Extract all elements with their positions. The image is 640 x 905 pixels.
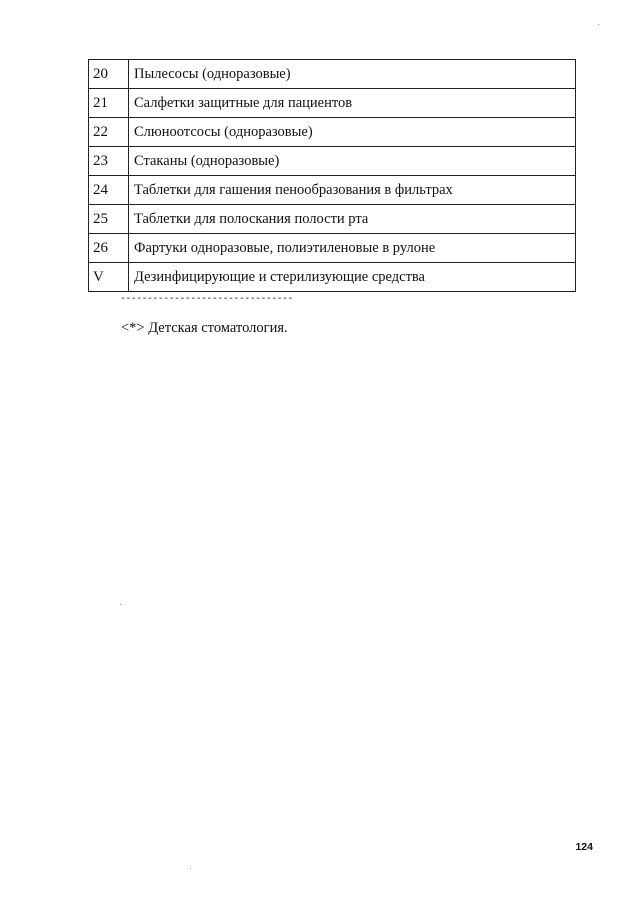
table-row bbox=[89, 263, 576, 292]
scan-speck bbox=[598, 24, 599, 25]
row-number: 22 bbox=[89, 118, 129, 147]
items-table bbox=[88, 59, 576, 292]
row-number: 26 bbox=[89, 234, 129, 263]
row-name: Стаканы (одноразовые) bbox=[129, 147, 576, 176]
footnote-separator: -------------------------------- bbox=[120, 294, 293, 305]
scan-speck bbox=[190, 868, 191, 869]
table-row bbox=[89, 147, 576, 176]
table-row bbox=[89, 89, 576, 118]
table-row bbox=[89, 205, 576, 234]
row-number: 20 bbox=[89, 60, 129, 89]
table-row bbox=[89, 60, 576, 89]
scan-speck bbox=[120, 604, 121, 605]
row-name: Пылесосы (одноразовые) bbox=[129, 60, 576, 89]
row-name: Слюноотсосы (одноразовые) bbox=[129, 118, 576, 147]
row-number: 21 bbox=[89, 89, 129, 118]
table-row bbox=[89, 176, 576, 205]
row-name: Дезинфицирующие и стерилизующие средства bbox=[129, 263, 576, 292]
row-number: 24 bbox=[89, 176, 129, 205]
table-row bbox=[89, 234, 576, 263]
footnote-text: <*> Детская стоматология. bbox=[121, 320, 288, 336]
table-row bbox=[89, 118, 576, 147]
row-name: Таблетки для полоскания полости рта bbox=[129, 205, 576, 234]
row-number: V bbox=[89, 263, 129, 292]
row-number: 23 bbox=[89, 147, 129, 176]
row-name: Таблетки для гашения пенообразования в фильтрах bbox=[129, 176, 576, 205]
page-number: 124 bbox=[575, 841, 593, 853]
row-name: Салфетки защитные для пациентов bbox=[129, 89, 576, 118]
row-name: Фартуки одноразовые, полиэтиленовые в рулоне bbox=[129, 234, 576, 263]
row-number: 25 bbox=[89, 205, 129, 234]
